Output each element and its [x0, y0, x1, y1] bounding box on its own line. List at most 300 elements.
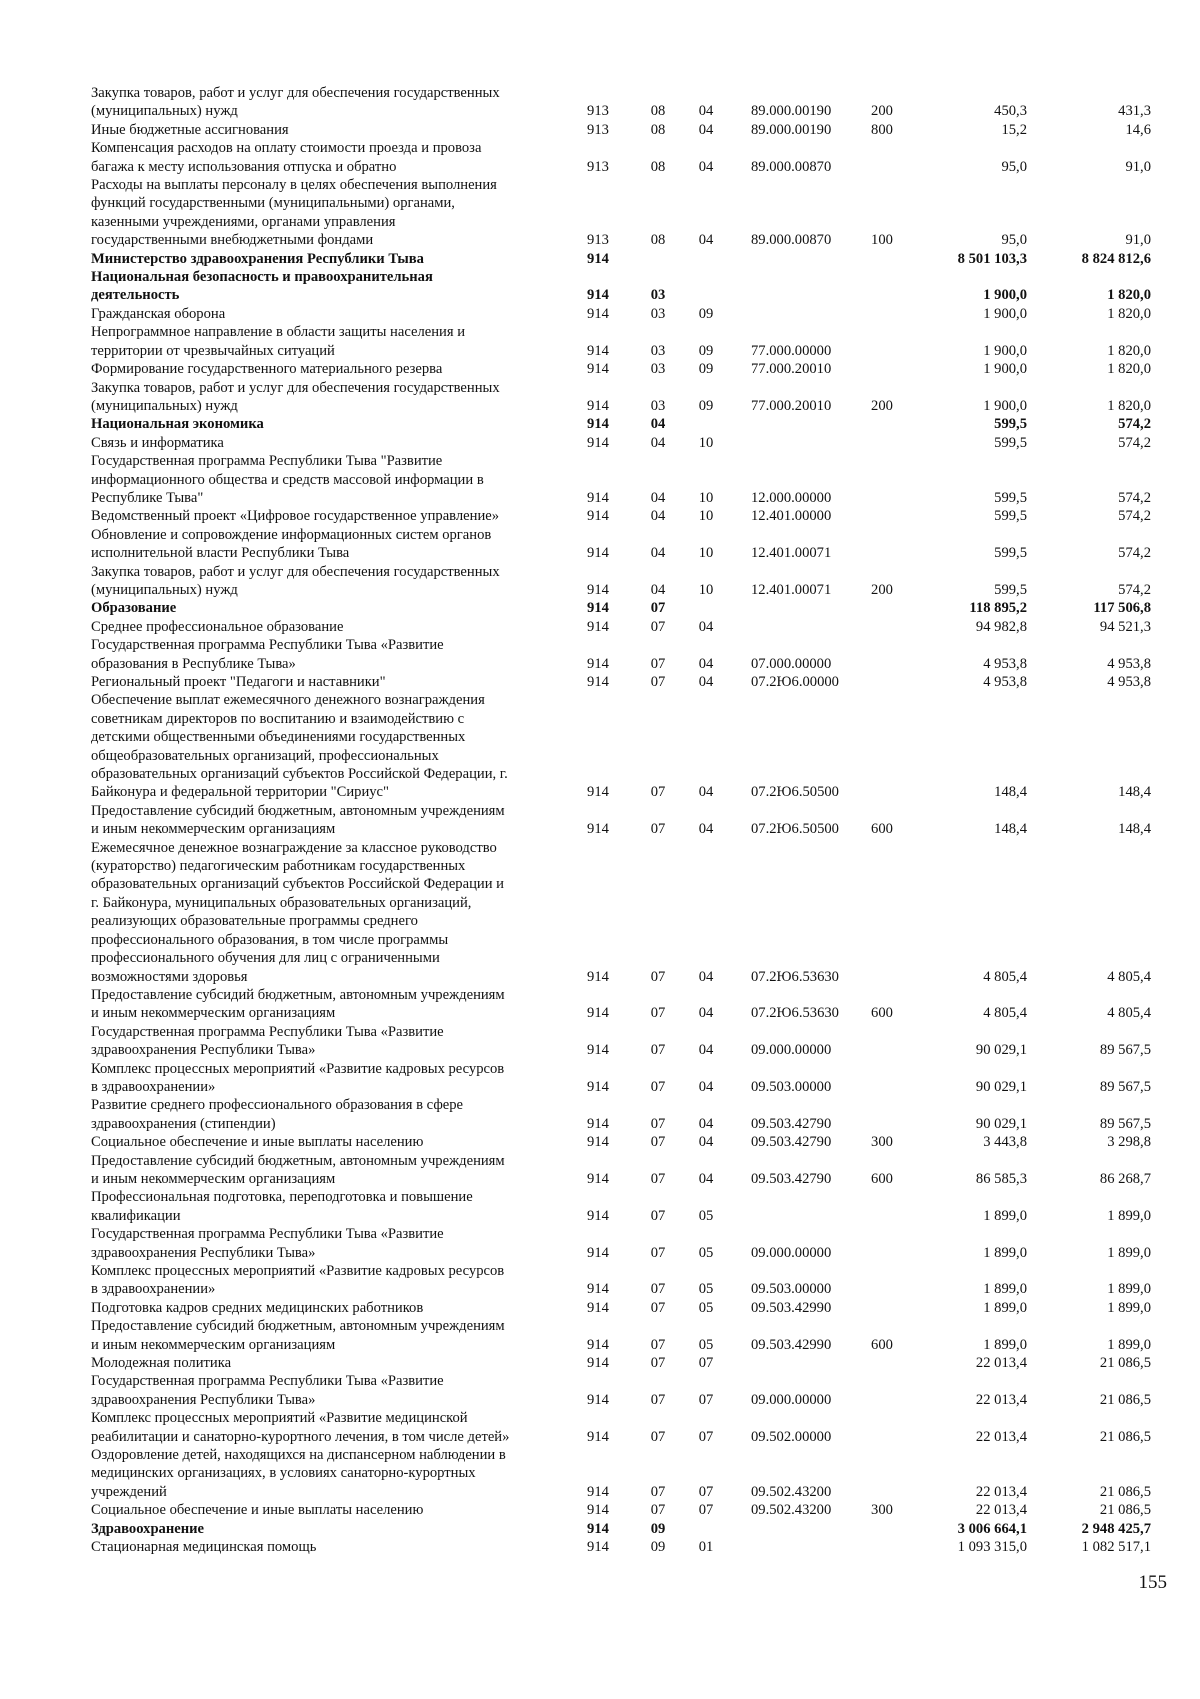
- table-row: [91, 673, 1151, 691]
- row-name: [91, 1354, 561, 1372]
- amount-year-2: 431,3: [1118, 103, 1151, 120]
- section-code: 07: [650, 1428, 666, 1445]
- table-row: [91, 1317, 1151, 1354]
- row-name: [91, 1538, 561, 1556]
- ministry-code: 914: [587, 600, 609, 617]
- amount-year-2: 21 086,5: [1099, 1428, 1151, 1445]
- row-name-line: исполнительной власти Республики Тыва: [91, 545, 350, 562]
- subsection-code: 04: [698, 1170, 714, 1187]
- row-name-line: Подготовка кадров средних медицинских работников: [91, 1299, 424, 1316]
- section-code: 09: [650, 1520, 666, 1537]
- section-code: 08: [650, 103, 666, 120]
- row-name: [91, 139, 561, 176]
- amount-year-1: 1 899,0: [983, 1207, 1027, 1224]
- section-code: 07: [650, 1336, 666, 1353]
- amount-year-1: 1 900,0: [983, 305, 1027, 322]
- section-code: 07: [650, 1207, 666, 1224]
- ministry-code: 914: [587, 1078, 609, 1095]
- row-name-line: Предоставление субсидий бюджетным, автономным учреждениям: [91, 1152, 505, 1169]
- row-name: [91, 84, 561, 121]
- target-article-code: 09.503.42790: [751, 1115, 832, 1132]
- amount-year-2: 1 899,0: [1107, 1207, 1151, 1224]
- section-code: 03: [650, 287, 666, 304]
- amount-year-2: 86 268,7: [1099, 1170, 1151, 1187]
- section-code: 07: [650, 1299, 666, 1316]
- row-name: [91, 1317, 561, 1354]
- row-name-line: здравоохранения Республики Тыва»: [91, 1244, 316, 1261]
- subsection-code: 04: [698, 158, 714, 175]
- amount-year-2: 3 298,8: [1107, 1134, 1151, 1151]
- expense-type-code: 200: [871, 397, 893, 414]
- row-name-line: Компенсация расходов на оплату стоимости проезда и провоза: [91, 140, 482, 157]
- subsection-code: 07: [698, 1355, 714, 1372]
- subsection-code: 05: [698, 1207, 714, 1224]
- amount-year-2: 91,0: [1125, 158, 1151, 175]
- table-row: [91, 1372, 1151, 1409]
- subsection-code: 10: [698, 508, 714, 525]
- amount-year-1: 1 900,0: [983, 342, 1027, 359]
- ministry-code: 914: [587, 545, 609, 562]
- section-code: 07: [650, 1483, 666, 1500]
- section-code: 04: [650, 416, 666, 433]
- target-article-code: 12.401.00071: [751, 545, 832, 562]
- expense-type-code: 200: [871, 581, 893, 598]
- section-code: 08: [650, 232, 666, 249]
- row-name-line: образования в Республике Тыва»: [91, 655, 296, 672]
- subsection-code: 09: [698, 305, 714, 322]
- ministry-code: 914: [587, 250, 609, 267]
- row-name-line: профессионального образования, в том числе программы: [91, 931, 449, 948]
- target-article-code: 09.000.00000: [751, 1391, 832, 1408]
- row-name-line: и иным некоммерческим организациям: [91, 1170, 336, 1187]
- table-row: [91, 691, 1151, 801]
- amount-year-2: 148,4: [1118, 821, 1151, 838]
- row-name-line: Иные бюджетные ассигнования: [91, 121, 289, 138]
- row-name-line: Стационарная медицинская помощь: [91, 1539, 317, 1556]
- target-article-code: 89.000.00190: [751, 103, 832, 120]
- row-name-line: Социальное обеспечение и иные выплаты населению: [91, 1502, 424, 1519]
- table-row: [91, 618, 1151, 636]
- ministry-code: 913: [587, 158, 609, 175]
- row-name-line: медицинских организациях, в условиях санаторно-курортных: [91, 1465, 476, 1482]
- row-name-line: Ежемесячное денежное вознаграждение за классное руководство: [91, 839, 497, 856]
- section-code: 07: [650, 1134, 666, 1151]
- section-code: 03: [650, 361, 666, 378]
- section-code: 07: [650, 674, 666, 690]
- expense-type-code: 100: [871, 232, 893, 249]
- row-name-line: Комплекс процессных мероприятий «Развитие кадровых ресурсов: [91, 1263, 505, 1279]
- row-name: [91, 1096, 561, 1133]
- amount-year-1: 1 900,0: [983, 287, 1027, 304]
- amount-year-2: 4 805,4: [1107, 1005, 1151, 1022]
- amount-year-2: 21 086,5: [1099, 1355, 1151, 1372]
- section-code: 03: [650, 342, 666, 359]
- target-article-code: 12.401.00000: [751, 508, 832, 525]
- target-article-code: 09.503.42790: [751, 1134, 832, 1151]
- amount-year-1: 3 006 664,1: [957, 1520, 1027, 1537]
- subsection-code: 04: [698, 1042, 714, 1059]
- row-name: [91, 986, 561, 1023]
- ministry-code: 914: [587, 342, 609, 359]
- row-name: [91, 1225, 561, 1262]
- subsection-code: 04: [698, 1005, 714, 1022]
- amount-year-1: 94 982,8: [975, 618, 1027, 635]
- table-row: [91, 1262, 1151, 1299]
- row-name: [91, 1409, 561, 1446]
- amount-year-2: 21 086,5: [1099, 1502, 1151, 1519]
- expense-type-code: 600: [871, 821, 893, 838]
- target-article-code: 09.502.43200: [751, 1483, 832, 1500]
- amount-year-2: 4 953,8: [1107, 655, 1151, 672]
- target-article-code: 09.503.42790: [751, 1170, 832, 1187]
- row-name-line: Социальное обеспечение и иные выплаты населению: [91, 1134, 424, 1151]
- row-name-line: и иным некоммерческим организациям: [91, 1005, 336, 1022]
- table-row: [91, 1299, 1151, 1317]
- table-row: [91, 250, 1151, 268]
- table-row: [91, 1225, 1151, 1262]
- row-name-line: Расходы на выплаты персоналу в целях обеспечения выполнения: [91, 177, 497, 194]
- section-code: 04: [650, 508, 666, 525]
- amount-year-1: 1 899,0: [983, 1336, 1027, 1353]
- row-name: [91, 1060, 561, 1097]
- ministry-code: 914: [587, 581, 609, 598]
- row-name-line: Молодежная политика: [91, 1355, 232, 1372]
- target-article-code: 07.2Ю6.50500: [751, 821, 839, 838]
- row-name-line: Развитие среднего профессионального образования в сфере: [91, 1097, 464, 1114]
- ministry-code: 914: [587, 968, 609, 985]
- amount-year-1: 599,5: [994, 434, 1027, 451]
- row-name: [91, 1372, 561, 1409]
- section-code: 07: [650, 1005, 666, 1022]
- table-row: [91, 1060, 1151, 1097]
- section-code: 07: [650, 1391, 666, 1408]
- section-code: 08: [650, 158, 666, 175]
- row-name: [91, 802, 561, 839]
- row-name-line: Комплекс процессных мероприятий «Развитие кадровых ресурсов: [91, 1060, 505, 1077]
- ministry-code: 914: [587, 361, 609, 378]
- expense-type-code: 800: [871, 121, 893, 138]
- row-name-line: образовательных организаций субъектов Российской Федерации и: [91, 876, 504, 893]
- amount-year-1: 1 900,0: [983, 361, 1027, 378]
- row-name-line: Закупка товаров, работ и услуг для обеспечения государственных: [91, 563, 500, 580]
- subsection-code: 10: [698, 545, 714, 562]
- ministry-code: 914: [587, 1520, 609, 1537]
- row-name-line: информационного общества и средств массовой информации в: [91, 471, 484, 488]
- row-name-line: (кураторство) педагогическим работникам государственных: [91, 858, 466, 875]
- row-name-line: Образование: [91, 600, 177, 617]
- target-article-code: 77.000.20010: [751, 361, 832, 378]
- row-name-line: здравоохранения Республики Тыва»: [91, 1391, 316, 1408]
- amount-year-1: 599,5: [994, 581, 1027, 598]
- row-name-line: учреждений: [91, 1483, 167, 1500]
- target-article-code: 09.503.00000: [751, 1078, 832, 1095]
- table-row: [91, 1023, 1151, 1060]
- row-name-line: Республике Тыва": [91, 489, 204, 506]
- amount-year-1: 118 895,2: [969, 600, 1027, 617]
- amount-year-2: 1 082 517,1: [1081, 1539, 1151, 1556]
- row-name-line: Комплекс процессных мероприятий «Развитие медицинской: [91, 1410, 468, 1427]
- row-name-line: Предоставление субсидий бюджетным, автономным учреждениям: [91, 986, 505, 1003]
- row-name-line: возможностями здоровья: [91, 968, 248, 985]
- target-article-code: 89.000.00870: [751, 232, 832, 249]
- subsection-code: 04: [698, 674, 714, 690]
- amount-year-1: 4 805,4: [983, 1005, 1027, 1022]
- ministry-code: 914: [587, 655, 609, 672]
- row-name: [91, 618, 561, 636]
- row-name-line: Гражданская оборона: [91, 305, 226, 322]
- target-article-code: 07.2Ю6.53630: [751, 968, 839, 985]
- row-name: [91, 452, 561, 507]
- row-name: [91, 1446, 561, 1501]
- amount-year-1: 4 805,4: [983, 968, 1027, 985]
- section-code: 07: [650, 1502, 666, 1519]
- row-name-line: Предоставление субсидий бюджетным, автономным учреждениям: [91, 1318, 505, 1335]
- subsection-code: 04: [698, 103, 714, 120]
- ministry-code: 914: [587, 1244, 609, 1261]
- subsection-code: 09: [698, 342, 714, 359]
- row-name-line: Профессиональная подготовка, переподготовка и повышение: [91, 1189, 473, 1206]
- amount-year-2: 91,0: [1125, 232, 1151, 249]
- amount-year-1: 1 900,0: [983, 397, 1027, 414]
- amount-year-2: 89 567,5: [1099, 1078, 1151, 1095]
- expense-type-code: 600: [871, 1170, 893, 1187]
- amount-year-2: 1 820,0: [1107, 287, 1151, 304]
- amount-year-1: 148,4: [994, 784, 1027, 801]
- row-name-line: казенными учреждениями, органами управления: [91, 213, 396, 230]
- table-row: [91, 121, 1151, 139]
- section-code: 07: [650, 821, 666, 838]
- ministry-code: 914: [587, 416, 609, 433]
- row-name-line: общеобразовательных организаций, профессиональных: [91, 747, 439, 764]
- table-row: [91, 507, 1151, 525]
- amount-year-1: 15,2: [1001, 121, 1027, 138]
- table-row: [91, 452, 1151, 507]
- table-row: [91, 1446, 1151, 1501]
- target-article-code: 77.000.00000: [751, 342, 832, 359]
- amount-year-2: 21 086,5: [1099, 1483, 1151, 1500]
- amount-year-1: 86 585,3: [975, 1170, 1027, 1187]
- row-name-line: территории от чрезвычайных ситуаций: [91, 342, 335, 359]
- table-row: [91, 1538, 1151, 1556]
- row-name-line: (муниципальных) нужд: [91, 581, 238, 598]
- amount-year-2: 1 899,0: [1107, 1244, 1151, 1261]
- amount-year-2: 8 824 812,6: [1081, 250, 1151, 267]
- amount-year-1: 8 501 103,3: [957, 250, 1027, 267]
- amount-year-2: 1 899,0: [1107, 1336, 1151, 1353]
- amount-year-2: 1 820,0: [1107, 305, 1151, 322]
- row-name: [91, 507, 561, 525]
- ministry-code: 914: [587, 1483, 609, 1500]
- subsection-code: 04: [698, 968, 714, 985]
- row-name-line: функций государственными (муниципальными) органами,: [91, 195, 455, 212]
- target-article-code: 12.000.00000: [751, 489, 832, 506]
- amount-year-2: 148,4: [1118, 784, 1151, 801]
- target-article-code: 77.000.20010: [751, 397, 832, 414]
- ministry-code: 914: [587, 508, 609, 525]
- subsection-code: 04: [698, 1115, 714, 1132]
- row-name-line: образовательных организаций субъектов Российской Федерации, г.: [91, 766, 508, 783]
- row-name-line: Государственная программа Республики Тыва «Развитие: [91, 1023, 444, 1040]
- subsection-code: 04: [698, 121, 714, 138]
- row-name: [91, 1520, 561, 1538]
- amount-year-2: 574,2: [1118, 508, 1151, 525]
- amount-year-1: 1 899,0: [983, 1244, 1027, 1261]
- table-row: [91, 839, 1151, 986]
- amount-year-1: 22 013,4: [975, 1428, 1027, 1445]
- table-row: [91, 636, 1151, 673]
- ministry-code: 914: [587, 1207, 609, 1224]
- row-name-line: Ведомственный проект «Цифровое государственное управление»: [91, 508, 500, 525]
- table-row: [91, 379, 1151, 416]
- amount-year-2: 21 086,5: [1099, 1391, 1151, 1408]
- row-name-line: Национальная безопасность и правоохранительная: [91, 269, 433, 286]
- amount-year-2: 2 948 425,7: [1081, 1520, 1151, 1537]
- section-code: 07: [650, 618, 666, 635]
- table-row: [91, 1152, 1151, 1189]
- row-name: [91, 691, 561, 801]
- amount-year-1: 3 443,8: [983, 1134, 1027, 1151]
- table-row: [91, 1501, 1151, 1519]
- row-name: [91, 360, 561, 378]
- ministry-code: 914: [587, 287, 609, 304]
- subsection-code: 07: [698, 1483, 714, 1500]
- table-row: [91, 360, 1151, 378]
- section-code: 04: [650, 489, 666, 506]
- amount-year-1: 90 029,1: [975, 1078, 1027, 1095]
- table-row: [91, 526, 1151, 563]
- row-name-line: Государственная программа Республики Тыва «Развитие: [91, 1226, 444, 1243]
- row-name: [91, 1133, 561, 1151]
- subsection-code: 04: [698, 1134, 714, 1151]
- table-row: [91, 599, 1151, 617]
- section-code: 04: [650, 581, 666, 598]
- target-article-code: 09.503.42990: [751, 1299, 832, 1316]
- amount-year-2: 1 899,0: [1107, 1299, 1151, 1316]
- target-article-code: 09.503.00000: [751, 1281, 832, 1298]
- amount-year-2: 1 899,0: [1107, 1281, 1151, 1298]
- target-article-code: 12.401.00071: [751, 581, 832, 598]
- amount-year-1: 22 013,4: [975, 1355, 1027, 1372]
- target-article-code: 89.000.00190: [751, 121, 832, 138]
- row-name: [91, 121, 561, 139]
- row-name: [91, 1262, 561, 1299]
- row-name-line: Закупка товаров, работ и услуг для обеспечения государственных: [91, 85, 500, 101]
- table-row: [91, 563, 1151, 600]
- amount-year-1: 22 013,4: [975, 1391, 1027, 1408]
- row-name: [91, 323, 561, 360]
- row-name: [91, 176, 561, 250]
- amount-year-2: 574,2: [1118, 434, 1151, 451]
- subsection-code: 09: [698, 397, 714, 414]
- section-code: 07: [650, 655, 666, 672]
- row-name-line: Закупка товаров, работ и услуг для обеспечения государственных: [91, 379, 500, 396]
- ministry-code: 913: [587, 232, 609, 249]
- ministry-code: 914: [587, 1134, 609, 1151]
- subsection-code: 07: [698, 1502, 714, 1519]
- subsection-code: 05: [698, 1299, 714, 1316]
- ministry-code: 914: [587, 397, 609, 414]
- amount-year-1: 90 029,1: [975, 1115, 1027, 1132]
- table-row: [91, 1188, 1151, 1225]
- section-code: 07: [650, 1355, 666, 1372]
- table-row: [91, 305, 1151, 323]
- row-name: [91, 1188, 561, 1225]
- amount-year-1: 22 013,4: [975, 1502, 1027, 1519]
- table-row: [91, 1409, 1151, 1446]
- amount-year-2: 14,6: [1125, 121, 1151, 138]
- amount-year-2: 1 820,0: [1107, 361, 1151, 378]
- amount-year-1: 1 899,0: [983, 1281, 1027, 1298]
- row-name-line: квалификации: [91, 1207, 181, 1224]
- ministry-code: 913: [587, 103, 609, 120]
- row-name-line: г. Байконура, муниципальных образовательных организаций,: [91, 894, 472, 911]
- row-name-line: реабилитации и санаторно-курортного лечения, в том числе детей»: [91, 1428, 510, 1445]
- ministry-code: 914: [587, 1391, 609, 1408]
- row-name-line: профессионального обучения для лиц с ограниченными: [91, 950, 440, 967]
- table-row: [91, 84, 1151, 121]
- amount-year-2: 1 820,0: [1107, 342, 1151, 359]
- row-name-line: государственными внебюджетными фондами: [91, 232, 374, 249]
- amount-year-1: 599,5: [994, 508, 1027, 525]
- row-name-line: Государственная программа Республики Тыва «Развитие: [91, 637, 444, 654]
- section-code: 07: [650, 1115, 666, 1132]
- table-row: [91, 1520, 1151, 1538]
- amount-year-1: 599,5: [994, 416, 1027, 433]
- table-row: [91, 802, 1151, 839]
- section-code: 04: [650, 434, 666, 451]
- subsection-code: 05: [698, 1244, 714, 1261]
- subsection-code: 10: [698, 434, 714, 451]
- row-name-line: Здравоохранение: [91, 1520, 205, 1537]
- subsection-code: 05: [698, 1336, 714, 1353]
- row-name: [91, 1501, 561, 1519]
- target-article-code: 09.000.00000: [751, 1042, 832, 1059]
- ministry-code: 914: [587, 1502, 609, 1519]
- subsection-code: 05: [698, 1281, 714, 1298]
- amount-year-2: 1 820,0: [1107, 397, 1151, 414]
- row-name-line: и иным некоммерческим организациям: [91, 821, 336, 838]
- table-row: [91, 1096, 1151, 1133]
- section-code: 03: [650, 305, 666, 322]
- target-article-code: 07.2Ю6.53630: [751, 1005, 839, 1022]
- section-code: 08: [650, 121, 666, 138]
- row-name-line: здравоохранения Республики Тыва»: [91, 1042, 316, 1059]
- row-name-line: советникам директоров по воспитанию и взаимодействию с: [91, 710, 465, 727]
- ministry-code: 914: [587, 1539, 609, 1556]
- ministry-code: 914: [587, 1428, 609, 1445]
- row-name-line: Обеспечение выплат ежемесячного денежного вознаграждения: [91, 692, 485, 709]
- row-name-line: Государственная программа Республики Тыва «Развитие: [91, 1373, 444, 1390]
- target-article-code: 09.502.00000: [751, 1428, 832, 1445]
- subsection-code: 01: [698, 1539, 714, 1556]
- row-name-line: деятельность: [91, 287, 180, 304]
- row-name: [91, 636, 561, 673]
- amount-year-2: 4 805,4: [1107, 968, 1151, 985]
- ministry-code: 914: [587, 489, 609, 506]
- row-name-line: Среднее профессиональное образование: [91, 618, 344, 635]
- amount-year-2: 574,2: [1118, 581, 1151, 598]
- amount-year-2: 4 953,8: [1107, 674, 1151, 690]
- row-name-line: Региональный проект "Педагоги и наставники": [91, 674, 386, 690]
- target-article-code: 09.502.43200: [751, 1502, 832, 1519]
- row-name-line: Министерство здравоохранения Республики Тыва: [91, 250, 424, 267]
- ministry-code: 914: [587, 821, 609, 838]
- amount-year-2: 89 567,5: [1099, 1042, 1151, 1059]
- row-name: [91, 379, 561, 416]
- row-name: [91, 1299, 561, 1317]
- row-name: [91, 673, 561, 691]
- target-article-code: 07.000.00000: [751, 655, 832, 672]
